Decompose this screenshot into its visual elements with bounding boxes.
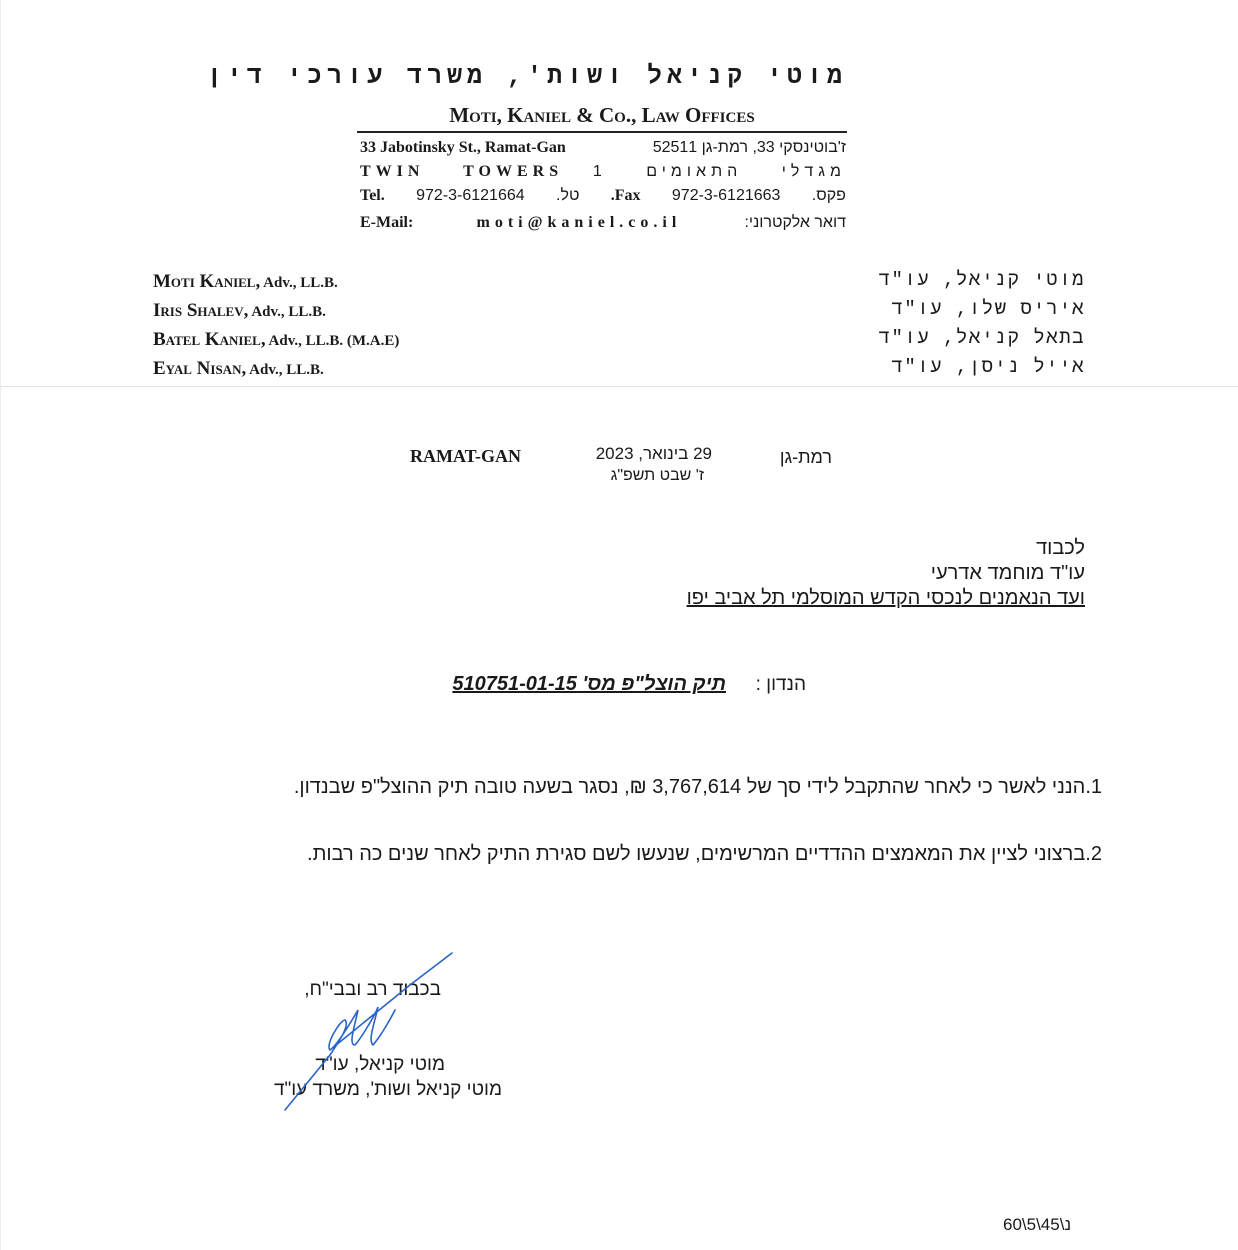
partner-en: Moti Kaniel, Adv., LL.B. <box>153 271 338 292</box>
tel-label: Tel. <box>360 187 385 204</box>
phone-row <box>360 187 846 205</box>
closing-greeting: בכבוד רב ובבי"ח, <box>304 979 441 1000</box>
fax-label-hebrew: פקס. <box>811 187 846 204</box>
email-row <box>360 214 846 232</box>
towers-hebrew: מגדלי התאומים 1 <box>592 163 846 180</box>
email-label-hebrew: דואר אלקטרוני: <box>744 214 846 231</box>
city-hebrew: רמת-גן <box>779 447 832 467</box>
recipient-organization: ועד הנאמנים לנכסי הקדש המוסלמי תל אביב יפו <box>686 587 1085 609</box>
letterhead-divider <box>357 131 847 133</box>
recipient-name: עו"ד מוחמד אדרעי <box>930 562 1085 584</box>
subject-label: הנדון : <box>755 674 806 695</box>
partner-he: מוטי קניאל, עו"ד <box>878 269 1085 291</box>
fax-label: .Fax <box>610 187 641 204</box>
date-hebrew: ז' שבט תשפ"ג <box>610 467 704 484</box>
city-english: RAMAT-GAN <box>410 446 521 466</box>
subject-case-number: תיק הוצל"פ מס' 510751-01-15 <box>452 673 726 695</box>
signer-firm: מוטי קניאל ושות', משרד עו"ד <box>273 1079 502 1100</box>
handwritten-signature <box>270 945 470 1120</box>
letterhead-title-english: Moti, Kaniel & Co., Law Offices <box>449 103 755 127</box>
paragraph-2: 2.ברצוני לציין את המאמצים ההדדיים המרשימים, שנעשו לשם סגירת התיק לאחר שנים כה רבות. <box>307 843 1102 865</box>
fax-number: 972-3-6121663 <box>671 187 781 204</box>
tel-number: 972-3-6121664 <box>416 187 525 204</box>
partner-he: איריס שלו, עו"ד <box>891 298 1085 320</box>
letterhead-title-hebrew: מוטי קניאל ושות', משרד עורכי דין <box>206 62 847 91</box>
address-row <box>360 139 846 157</box>
address-english: 33 Jabotinsky St., Ramat-Gan <box>360 139 566 156</box>
email-label: E-Mail: <box>360 214 414 231</box>
partner-he: בתאל קניאל, עו"ד <box>878 327 1085 349</box>
email-address[interactable]: moti@kaniel.co.il <box>476 214 682 231</box>
paragraph-1: 1.הנני לאשר כי לאחר שהתקבל לידי סך של 3,767,614 ₪, נסגר בשעה טובה תיק ההוצל"פ שבנדון. <box>293 776 1102 798</box>
recipient-salutation: לכבוד <box>1036 537 1085 559</box>
footer-file-reference: 60\5\45\נ <box>1003 1215 1072 1234</box>
date-gregorian: 29 בינואר, 2023 <box>595 444 712 463</box>
address-hebrew: ז'בוטינסקי 33, רמת-גן 52511 <box>652 139 846 156</box>
signer-name: מוטי קניאל, עו"ד <box>315 1054 445 1075</box>
partner-en: Iris Shalev, Adv., LL.B. <box>153 300 326 321</box>
tel-label-hebrew: טל. <box>556 187 580 204</box>
partner-en: Batel Kaniel, Adv., LL.B. (M.A.E) <box>153 329 400 350</box>
scan-artifact-edge <box>0 0 1 1250</box>
partner-he: אייל ניסן, עו"ד <box>891 356 1085 378</box>
towers-row <box>360 163 846 181</box>
towers-english: TWIN TOWERS <box>360 163 564 180</box>
partner-en: Eyal Nisan, Adv., LL.B. <box>153 358 324 379</box>
scan-artifact-line <box>0 386 1238 387</box>
